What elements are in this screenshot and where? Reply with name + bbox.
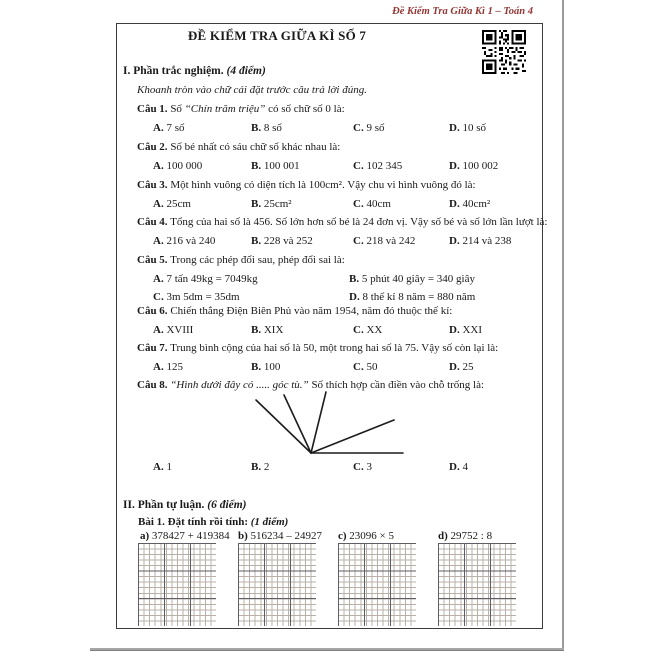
- working-grid-b: [238, 543, 316, 626]
- question-6-options: [117, 324, 542, 340]
- option-value: XVIII: [166, 324, 194, 336]
- option-letter: C.: [353, 160, 364, 172]
- section-1-label: I. Phần trắc nghiệm.: [123, 65, 224, 77]
- option-letter: C.: [353, 198, 364, 210]
- option-1b: [251, 122, 282, 136]
- option-value: 216 và 240: [166, 235, 216, 247]
- option-7a: [153, 361, 183, 375]
- option-2d: [449, 160, 498, 174]
- option-value: 228 và 252: [263, 235, 313, 247]
- section-2-heading: [123, 498, 247, 512]
- exercise-item-c: [338, 530, 394, 544]
- option-6c: [353, 324, 382, 338]
- option-value: 100 002: [462, 160, 499, 172]
- page-right-edge: [562, 0, 564, 649]
- question-1-text: Số: [167, 103, 185, 115]
- option-6d: [449, 324, 482, 338]
- question-2-text: Số bé nhất có sáu chữ số khác nhau là:: [167, 141, 341, 153]
- question-3-label: Câu 3.: [137, 179, 168, 191]
- option-letter: C.: [353, 324, 364, 336]
- question-3-text: Một hình vuông có diện tích là 100cm². Vậy chu vi hình vuông đó là:: [167, 179, 476, 191]
- question-3: [137, 179, 476, 193]
- item-key: d): [438, 530, 448, 542]
- question-1-italic: “Chín trăm triệu”: [184, 103, 266, 115]
- option-letter: A.: [153, 235, 164, 247]
- option-7b: [251, 361, 280, 375]
- option-letter: B.: [349, 273, 360, 285]
- question-5: [137, 254, 345, 268]
- question-1-options: [117, 122, 542, 138]
- option-value: 40cm: [366, 198, 391, 210]
- option-letter: B.: [251, 160, 262, 172]
- option-value: 8 thế kỉ 8 năm = 880 năm: [362, 291, 476, 303]
- option-letter: C.: [353, 122, 364, 134]
- angle-figure: [252, 387, 412, 457]
- option-value: 25cm²: [263, 198, 292, 210]
- question-7-options: [117, 361, 542, 377]
- option-letter: B.: [251, 361, 262, 373]
- option-letter: A.: [153, 198, 164, 210]
- option-value: 214 và 238: [462, 235, 512, 247]
- option-value: 218 và 242: [366, 235, 416, 247]
- question-6-text: Chiến thắng Điện Biên Phủ vào năm 1954, năm đó thuộc thế kỉ:: [167, 305, 453, 317]
- working-grid-d: [438, 543, 516, 626]
- option-letter: A.: [153, 361, 164, 373]
- option-6b: [251, 324, 283, 338]
- option-5a: [153, 273, 258, 287]
- option-letter: B.: [251, 122, 262, 134]
- option-value: 25: [462, 361, 474, 373]
- option-3a: [153, 198, 191, 212]
- option-letter: B.: [251, 324, 262, 336]
- section-2-label: II. Phần tự luận.: [123, 499, 205, 511]
- option-letter: D.: [449, 198, 460, 210]
- page-header: Đề Kiểm Tra Giữa Kì 1 – Toán 4: [392, 6, 533, 17]
- option-5b: [349, 273, 475, 287]
- option-5c: [153, 291, 240, 305]
- instruction-text: Khoanh tròn vào chữ cái đặt trước câu trả lời đúng.: [137, 84, 367, 96]
- question-7-label: Câu 7.: [137, 342, 168, 354]
- option-letter: D.: [449, 361, 460, 373]
- option-value: 5 phút 40 giây = 340 giây: [361, 273, 475, 285]
- question-1-label: Câu 1.: [137, 103, 168, 115]
- question-6-label: Câu 6.: [137, 305, 168, 317]
- working-grid-a: [138, 543, 216, 626]
- option-4b: [251, 235, 313, 249]
- option-value: 25cm: [166, 198, 191, 210]
- question-4-text: Tổng của hai số là 456. Số lớn hơn số bé là 24 đơn vị. Vậy số bé và số lớn lần lượt là:: [167, 216, 548, 228]
- question-4-options: [117, 235, 542, 251]
- working-grid-c: [338, 543, 416, 626]
- option-value: XX: [366, 324, 383, 336]
- option-letter: A.: [153, 461, 164, 473]
- option-6a: [153, 324, 193, 338]
- option-letter: B.: [251, 235, 262, 247]
- option-7d: [449, 361, 473, 375]
- question-4: [137, 216, 547, 230]
- content-box: [116, 23, 548, 629]
- exercise-item-b: [238, 530, 322, 544]
- option-letter: D.: [349, 291, 360, 303]
- item-expression: 378427 + 419384: [151, 530, 230, 542]
- option-letter: C.: [153, 291, 164, 303]
- option-letter: C.: [353, 361, 364, 373]
- option-1a: [153, 122, 184, 136]
- exam-title: ĐỀ KIỂM TRA GIỮA KÌ SỐ 7: [187, 28, 367, 43]
- question-8-italic: “Hình dưới đây có ..... góc tù.”: [170, 379, 309, 391]
- question-3-options: [117, 198, 542, 214]
- option-2b: [251, 160, 300, 174]
- item-expression: 23096 × 5: [349, 530, 395, 542]
- question-7: [137, 342, 498, 356]
- item-key: a): [140, 530, 150, 542]
- qr-code: [482, 30, 526, 74]
- page-bottom-edge: [90, 648, 564, 651]
- option-letter: D.: [449, 324, 460, 336]
- option-1c: [353, 122, 384, 136]
- option-3d: [449, 198, 490, 212]
- question-2-label: Câu 2.: [137, 141, 168, 153]
- option-value: 3m 5dm = 35dm: [166, 291, 240, 303]
- section-2-points: (6 điểm): [207, 499, 247, 511]
- option-value: 3: [366, 461, 372, 473]
- option-letter: A.: [153, 324, 164, 336]
- option-3b: [251, 198, 292, 212]
- question-1: [137, 103, 345, 117]
- option-letter: D.: [449, 461, 460, 473]
- option-letter: B.: [251, 461, 262, 473]
- option-8c: [353, 461, 372, 475]
- question-5-options-row-1: [117, 273, 542, 289]
- option-8b: [251, 461, 269, 475]
- exercise-1-heading: [138, 516, 288, 530]
- option-7c: [353, 361, 377, 375]
- option-5d: [349, 291, 475, 305]
- option-value: 125: [166, 361, 183, 373]
- option-4c: [353, 235, 415, 249]
- exercise-item-a: [140, 530, 230, 544]
- option-letter: D.: [449, 235, 460, 247]
- item-key: b): [238, 530, 248, 542]
- option-2a: [153, 160, 202, 174]
- option-letter: D.: [449, 160, 460, 172]
- option-letter: A.: [153, 122, 164, 134]
- section-1-points: (4 điểm): [226, 65, 266, 77]
- option-letter: D.: [449, 122, 460, 134]
- option-4d: [449, 235, 511, 249]
- option-value: 7 tấn 49kg = 7049kg: [166, 273, 258, 285]
- option-value: XXI: [462, 324, 483, 336]
- option-2c: [353, 160, 402, 174]
- question-5-text: Trong các phép đổi sau, phép đổi sai là:: [167, 254, 345, 266]
- option-8a: [153, 461, 172, 475]
- option-value: 2: [263, 461, 270, 473]
- option-value: 9 số: [366, 122, 385, 134]
- option-value: 4: [462, 461, 468, 473]
- exercise-1-label: Bài 1. Đặt tính rồi tính:: [138, 516, 249, 528]
- question-1-text-post: có số chữ số 0 là:: [265, 103, 345, 115]
- option-1d: [449, 122, 486, 136]
- item-key: c): [338, 530, 347, 542]
- item-expression: 29752 : 8: [450, 530, 493, 542]
- question-5-label: Câu 5.: [137, 254, 168, 266]
- option-value: 40cm²: [462, 198, 491, 210]
- option-value: 1: [166, 461, 172, 473]
- option-value: 102 345: [366, 160, 403, 172]
- question-2: [137, 141, 340, 155]
- question-6: [137, 305, 452, 319]
- option-letter: C.: [353, 461, 364, 473]
- question-8-text-post: Số thích hợp cần điền vào chỗ trống là:: [308, 379, 485, 391]
- question-7-text: Trung bình cộng của hai số là 50, một trong hai số là 75. Vậy số còn lại là:: [167, 342, 499, 354]
- option-4a: [153, 235, 215, 249]
- option-value: 7 số: [166, 122, 185, 134]
- option-value: 10 số: [462, 122, 486, 134]
- option-letter: A.: [153, 273, 164, 285]
- question-8-label: Câu 8.: [137, 379, 168, 391]
- item-expression: 516234 – 24927: [250, 530, 323, 542]
- option-value: 50: [366, 361, 378, 373]
- option-3c: [353, 198, 391, 212]
- exercise-1-points: (1 điểm): [250, 516, 289, 528]
- option-value: XIX: [263, 324, 284, 336]
- option-value: 100 000: [166, 160, 203, 172]
- option-letter: B.: [251, 198, 262, 210]
- option-8d: [449, 461, 468, 475]
- option-value: 8 số: [263, 122, 282, 134]
- section-1-heading: [123, 64, 266, 78]
- question-2-options: [117, 160, 542, 176]
- option-letter: A.: [153, 160, 164, 172]
- option-value: 100: [263, 361, 281, 373]
- exercise-item-d: [438, 530, 492, 544]
- option-letter: C.: [353, 235, 364, 247]
- option-value: 100 001: [263, 160, 300, 172]
- question-8-options: [117, 461, 542, 477]
- question-4-label: Câu 4.: [137, 216, 168, 228]
